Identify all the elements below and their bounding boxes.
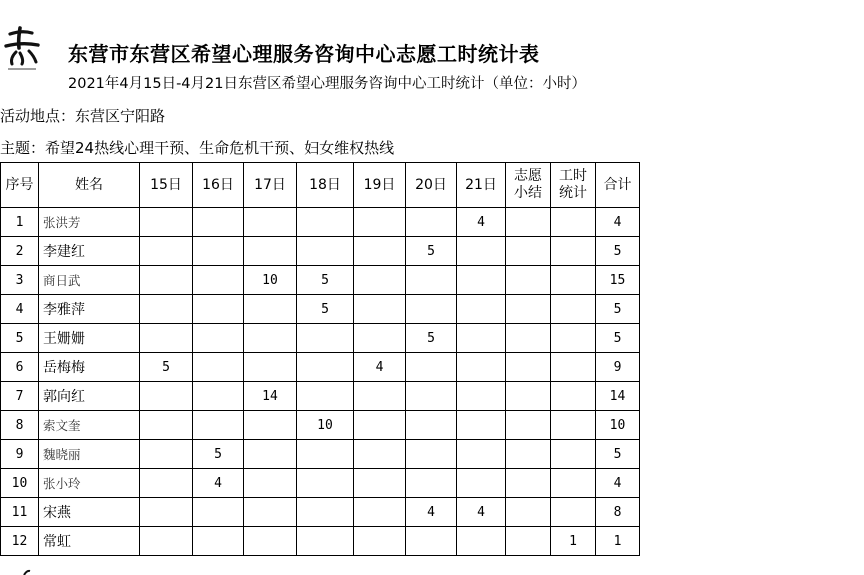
cell-volunteer-summary	[506, 208, 551, 237]
header-name: 姓名	[39, 163, 140, 208]
header-index: 序号	[1, 163, 39, 208]
cell-name: 张洪芳	[39, 208, 140, 237]
header-volunteer-summary: 志愿小结	[506, 163, 551, 208]
cell-day-19	[354, 295, 406, 324]
header-day-20: 20日	[406, 163, 457, 208]
cell-day-16	[193, 237, 244, 266]
cell-total: 10	[596, 411, 640, 440]
cell-day-20	[406, 527, 457, 556]
cell-name: 魏晓丽	[39, 440, 140, 469]
cell-name: 常虹	[39, 527, 140, 556]
cell-hours-stat	[551, 266, 596, 295]
cell-day-17	[244, 498, 297, 527]
cell-day-18	[297, 237, 354, 266]
table-row	[1, 295, 640, 324]
cell-day-21	[457, 295, 506, 324]
cell-day-20	[406, 382, 457, 411]
cell-index: 3	[1, 266, 39, 295]
cell-name: 郭向红	[39, 382, 140, 411]
header-total: 合计	[596, 163, 640, 208]
cell-day-18	[297, 498, 354, 527]
cell-day-19	[354, 324, 406, 353]
cell-day-21	[457, 237, 506, 266]
cell-day-15	[140, 324, 193, 353]
table-row	[1, 527, 640, 556]
cell-day-20	[406, 353, 457, 382]
cell-day-16	[193, 498, 244, 527]
table-row	[1, 411, 640, 440]
cell-day-15	[140, 382, 193, 411]
cell-index: 12	[1, 527, 39, 556]
cell-day-17	[244, 295, 297, 324]
cell-day-15	[140, 411, 193, 440]
table-row	[1, 353, 640, 382]
cell-day-20	[406, 266, 457, 295]
cell-day-17	[244, 324, 297, 353]
cell-index: 4	[1, 295, 39, 324]
cell-day-16: 4	[193, 469, 244, 498]
cell-day-17	[244, 469, 297, 498]
cell-day-17	[244, 527, 297, 556]
header-day-15: 15日	[140, 163, 193, 208]
cell-volunteer-summary	[506, 411, 551, 440]
cell-day-15	[140, 295, 193, 324]
cell-day-18	[297, 208, 354, 237]
cell-hours-stat	[551, 382, 596, 411]
table-row	[1, 498, 640, 527]
cell-hours-stat	[551, 295, 596, 324]
cell-day-18	[297, 382, 354, 411]
cell-day-16	[193, 324, 244, 353]
cell-day-21	[457, 324, 506, 353]
cell-hours-stat	[551, 208, 596, 237]
cell-day-17	[244, 353, 297, 382]
cell-day-20: 4	[406, 498, 457, 527]
cell-index: 7	[1, 382, 39, 411]
page-title: 东营市东营区希望心理服务咨询中心志愿工时统计表	[68, 42, 540, 66]
cell-day-15	[140, 469, 193, 498]
cell-day-20	[406, 208, 457, 237]
cell-name: 宋燕	[39, 498, 140, 527]
header-day-18: 18日	[297, 163, 354, 208]
cell-day-21	[457, 440, 506, 469]
header-hours-stat: 工时统计	[551, 163, 596, 208]
cell-name: 李建红	[39, 237, 140, 266]
cell-day-15: 5	[140, 353, 193, 382]
table-row	[1, 382, 640, 411]
volunteer-logo-icon	[2, 26, 42, 76]
cell-hours-stat: 1	[551, 527, 596, 556]
cell-volunteer-summary	[506, 440, 551, 469]
cell-total: 14	[596, 382, 640, 411]
cell-day-20	[406, 411, 457, 440]
cell-index: 8	[1, 411, 39, 440]
cell-day-19	[354, 469, 406, 498]
cell-day-19: 4	[354, 353, 406, 382]
cell-volunteer-summary	[506, 266, 551, 295]
cell-total: 4	[596, 469, 640, 498]
cell-day-18	[297, 324, 354, 353]
cell-day-18: 10	[297, 411, 354, 440]
cell-day-16: 5	[193, 440, 244, 469]
cell-total: 5	[596, 295, 640, 324]
cell-total: 8	[596, 498, 640, 527]
table-header-row	[1, 163, 640, 208]
cell-day-21	[457, 411, 506, 440]
cell-day-21	[457, 469, 506, 498]
cell-index: 6	[1, 353, 39, 382]
cell-day-15	[140, 527, 193, 556]
cell-day-19	[354, 208, 406, 237]
cell-day-19	[354, 411, 406, 440]
cell-index: 11	[1, 498, 39, 527]
cell-day-18	[297, 527, 354, 556]
table-row	[1, 266, 640, 295]
cell-day-15	[140, 237, 193, 266]
cell-day-15	[140, 208, 193, 237]
cell-hours-stat	[551, 411, 596, 440]
cell-hours-stat	[551, 324, 596, 353]
cell-hours-stat	[551, 353, 596, 382]
cell-day-20	[406, 469, 457, 498]
cell-index: 10	[1, 469, 39, 498]
cell-day-16	[193, 208, 244, 237]
cell-name: 岳梅梅	[39, 353, 140, 382]
cell-day-18	[297, 440, 354, 469]
cell-name: 索文奎	[39, 411, 140, 440]
cell-index: 5	[1, 324, 39, 353]
cell-day-21	[457, 382, 506, 411]
cell-hours-stat	[551, 469, 596, 498]
table-row	[1, 324, 640, 353]
header-day-17: 17日	[244, 163, 297, 208]
cell-day-17	[244, 237, 297, 266]
header-day-19: 19日	[354, 163, 406, 208]
cell-day-19	[354, 527, 406, 556]
cell-hours-stat	[551, 237, 596, 266]
cell-day-19	[354, 266, 406, 295]
cell-volunteer-summary	[506, 527, 551, 556]
cell-hours-stat	[551, 498, 596, 527]
cell-day-19	[354, 440, 406, 469]
cell-volunteer-summary	[506, 295, 551, 324]
cell-day-16	[193, 295, 244, 324]
page-subtitle: 2021年4月15日-4月21日东营区希望心理服务咨询中心工时统计（单位：小时）	[68, 76, 586, 92]
cell-day-17	[244, 411, 297, 440]
table-body	[1, 208, 640, 556]
cell-volunteer-summary	[506, 469, 551, 498]
cell-day-21	[457, 266, 506, 295]
table-row	[1, 469, 640, 498]
header-day-21: 21日	[457, 163, 506, 208]
cell-name: 李雅萍	[39, 295, 140, 324]
cell-day-18: 5	[297, 295, 354, 324]
cell-total: 5	[596, 440, 640, 469]
activity-location: 活动地点：东营区宁阳路	[0, 107, 166, 125]
cell-day-16	[193, 266, 244, 295]
cell-day-15	[140, 266, 193, 295]
cell-day-17: 14	[244, 382, 297, 411]
cell-volunteer-summary	[506, 382, 551, 411]
cell-total: 4	[596, 208, 640, 237]
cell-day-18	[297, 469, 354, 498]
cell-total: 15	[596, 266, 640, 295]
cell-day-17: 10	[244, 266, 297, 295]
cell-day-19	[354, 237, 406, 266]
cell-day-18: 5	[297, 266, 354, 295]
header-day-16: 16日	[193, 163, 244, 208]
cell-day-17	[244, 208, 297, 237]
cell-day-20	[406, 295, 457, 324]
cell-day-15	[140, 440, 193, 469]
table-row	[1, 237, 640, 266]
cell-day-19	[354, 382, 406, 411]
cell-index: 2	[1, 237, 39, 266]
cell-day-19	[354, 498, 406, 527]
cell-total: 5	[596, 324, 640, 353]
cell-day-21	[457, 353, 506, 382]
cell-hours-stat	[551, 440, 596, 469]
partial-logo-icon	[22, 569, 32, 575]
activity-theme: 主题：希望24热线心理干预、生命危机干预、妇女维权热线	[0, 139, 395, 157]
cell-volunteer-summary	[506, 353, 551, 382]
cell-total: 9	[596, 353, 640, 382]
cell-day-21: 4	[457, 208, 506, 237]
cell-volunteer-summary	[506, 324, 551, 353]
cell-day-16	[193, 527, 244, 556]
cell-name: 张小玲	[39, 469, 140, 498]
cell-total: 5	[596, 237, 640, 266]
cell-day-16	[193, 382, 244, 411]
cell-day-20: 5	[406, 237, 457, 266]
cell-day-16	[193, 353, 244, 382]
table-row	[1, 440, 640, 469]
cell-day-20: 5	[406, 324, 457, 353]
cell-day-21	[457, 527, 506, 556]
cell-day-17	[244, 440, 297, 469]
cell-day-18	[297, 353, 354, 382]
cell-name: 商日武	[39, 266, 140, 295]
cell-volunteer-summary	[506, 237, 551, 266]
cell-day-20	[406, 440, 457, 469]
cell-day-16	[193, 411, 244, 440]
table-row	[1, 208, 640, 237]
cell-day-15	[140, 498, 193, 527]
hours-table	[0, 162, 640, 556]
cell-index: 1	[1, 208, 39, 237]
cell-name: 王姗姗	[39, 324, 140, 353]
cell-total: 1	[596, 527, 640, 556]
cell-day-21: 4	[457, 498, 506, 527]
cell-volunteer-summary	[506, 498, 551, 527]
cell-index: 9	[1, 440, 39, 469]
